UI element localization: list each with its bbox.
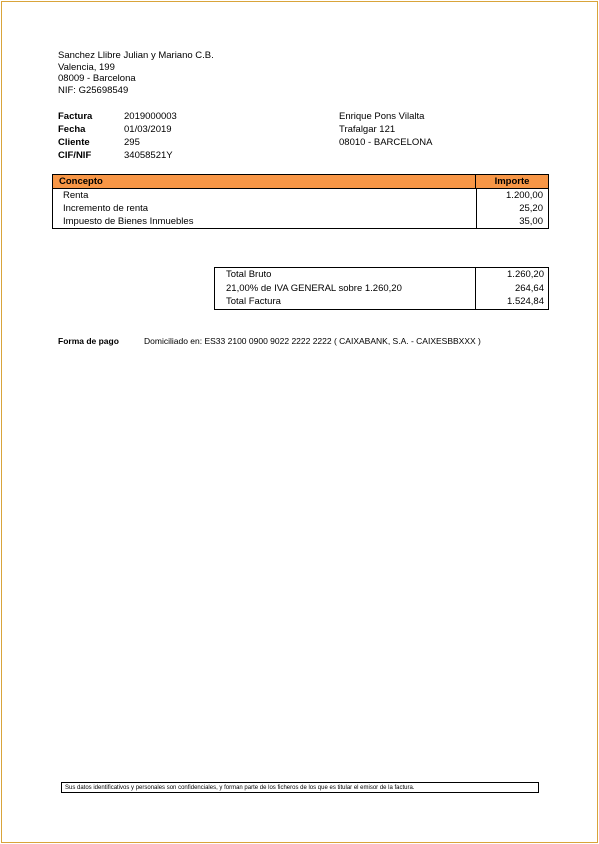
- meta-value: 2019000003: [124, 111, 177, 122]
- issuer-name: Sanchez Llibre Julian y Mariano C.B.: [58, 50, 214, 61]
- client-block: [339, 110, 432, 149]
- table-row: [53, 202, 548, 215]
- concept-header: Concepto: [53, 175, 476, 188]
- meta-row-client: [58, 136, 177, 149]
- totals-row: [215, 268, 548, 282]
- meta-row-invoice: [58, 110, 177, 123]
- concept-cell: Renta: [53, 189, 477, 202]
- totals-row: [215, 282, 548, 296]
- totals-row: [215, 295, 548, 309]
- meta-label: Factura: [58, 111, 93, 122]
- table-row: [53, 215, 548, 228]
- concepts-header: [53, 175, 548, 189]
- amount-cell: 35,00: [519, 216, 543, 227]
- meta-value: 295: [124, 137, 140, 148]
- meta-value: 34058521Y: [124, 150, 173, 161]
- totals-label: Total Bruto: [215, 268, 476, 282]
- concept-cell: Incremento de renta: [53, 202, 477, 215]
- concepts-table: [52, 174, 549, 229]
- issuer-city: 08009 - Barcelona: [58, 73, 136, 84]
- meta-label: Cliente: [58, 137, 90, 148]
- amount-cell: 25,20: [519, 203, 543, 214]
- meta-row-cif: [58, 149, 177, 162]
- amount-header: Importe: [494, 176, 530, 187]
- client-name: Enrique Pons Vilalta: [339, 111, 425, 122]
- client-address: Trafalgar 121: [339, 124, 396, 135]
- meta-value: 01/03/2019: [124, 124, 172, 135]
- amount-cell: 1.200,00: [506, 190, 543, 201]
- totals-table: [214, 267, 549, 310]
- privacy-note: Sus datos identificativos y personales son confidenciales, y forman parte de los ficheros de los que es titular el emisor de la factura.: [61, 782, 539, 793]
- payment-method: [58, 336, 481, 346]
- totals-label: 21,00% de IVA GENERAL sobre 1.260,20: [215, 282, 476, 296]
- invoice-meta: [58, 110, 177, 162]
- payment-text: Domiciliado en: ES33 2100 0900 9022 2222 2222 ( CAIXABANK, S.A. - CAIXESBBXXX ): [144, 336, 481, 346]
- payment-label: Forma de pago: [58, 336, 119, 346]
- meta-row-date: [58, 123, 177, 136]
- meta-label: CIF/NIF: [58, 150, 92, 161]
- concept-cell: Impuesto de Bienes Inmuebles: [53, 215, 477, 228]
- issuer-nif: NIF: G25698549: [58, 84, 129, 96]
- client-city: 08010 - BARCELONA: [339, 137, 433, 148]
- totals-amount: 1.260,20: [507, 269, 544, 280]
- issuer-block: [58, 50, 214, 96]
- totals-label: Total Factura: [215, 295, 476, 309]
- table-row: [53, 189, 548, 202]
- issuer-address: Valencia, 199: [58, 61, 115, 73]
- totals-amount: 1.524,84: [507, 296, 544, 307]
- meta-label: Fecha: [58, 124, 86, 135]
- totals-amount: 264,64: [514, 282, 544, 294]
